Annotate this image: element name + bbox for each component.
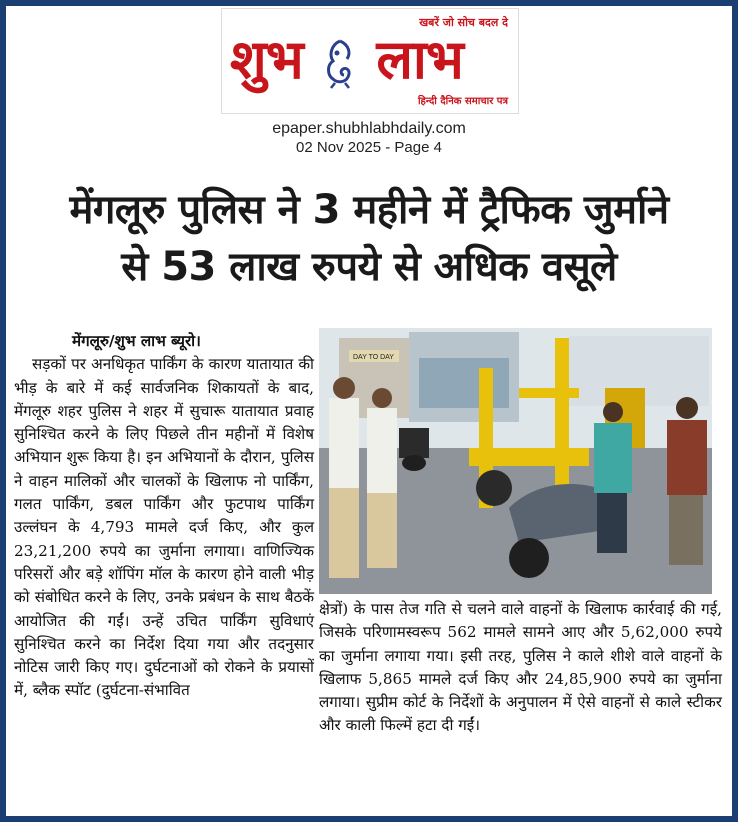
- headline-line-2: से 53 लाख रुपये से अधिक वसूले: [121, 244, 617, 290]
- article-body-right: क्षेत्रों) के पास तेज गति से चलने वाले वाहनों के खिलाफ कार्रवाई की गई, जिसके परिणामस्वरूप 562 मामले सामने आए और 5,62,000 रुपये का जुर्माना लगाया गया। इसी तरह, पुलिस ने काले शीशे वाले वाहनों के खिलाफ 5,865 मामले दर्ज किए और 24,85,900 रुपये का जुर्माना लगाया। सुप्रीम कोर्ट के निर्देशों के अनुपालन में ऐसे वाहनों से काले स्टीकर और काली फिल्में हटा दी गईं।: [319, 600, 722, 735]
- tow-vehicle-photo: [319, 328, 712, 594]
- news-photo: [319, 328, 712, 594]
- masthead: [221, 8, 519, 114]
- masthead-logo: [230, 25, 463, 95]
- article-headline: [14, 182, 724, 296]
- date-page: 02 Nov 2025 - Page 4: [296, 139, 442, 156]
- shop-sign-text: DAY TO DAY: [353, 354, 394, 361]
- masthead-subline: हिन्दी दैनिक समाचार पत्र: [417, 96, 508, 107]
- logo-left-word: शुभ: [230, 28, 303, 91]
- article-dateline: मेंगलूरु/शुभ लाभ ब्यूरो।: [72, 332, 201, 350]
- site-url: epaper.shubhlabhdaily.com: [272, 120, 466, 137]
- newspaper-page: [6, 6, 732, 816]
- article-column-left: [14, 330, 314, 703]
- headline-line-1: मेंगलूरु पुलिस ने 3 महीने में ट्रैफिक जुर्माने: [69, 187, 669, 233]
- article-column-right: [319, 598, 722, 738]
- article-body-left: सड़कों पर अनधिकृत पार्किंग के कारण यातायात की भीड़ के बारे में कई सार्वजनिक शिकायतों के बाद, मेंगलूरु शहर पुलिस ने शहर में सुचारू यातायात प्रवाह सुनिश्चित करने के लिए पिछले तीन महीनों में विशेष अभियान शुरू किया है। इन अभियानों के दौरान, पुलिस ने वाहन मालिकों और चालकों के खिलाफ नो पार्किंग, गलत पार्किंग, डबल पार्किंग और फुटपाथ पार्किंग उल्लंघन के 4,793 मामले दर्ज किए, और कुल 23,21,200 रुपये का जुर्माना लगाया। वाणिज्यिक परिसरों और बड़े शॉपिंग मॉल के कारण होने वाली भीड़ को संबोधित करने के लिए, उनके प्रबंधन के साथ बैठकें आयोजित की गईं। उन्हें उचित पार्किंग सुविधाएं सुनिश्चित करने का निर्देश दिया गया और तदनुसार नोटिस जारी किए गए। दुर्घटनाओं को रोकने के प्रयासों में, ब्लैक स्पॉट (दुर्घटना-संभावित: [14, 355, 314, 700]
- masthead-tagline: खबरें जो सोच बदल दे: [419, 16, 508, 29]
- ganesha-logo-icon: [321, 37, 359, 89]
- logo-right-word: लाभ: [376, 28, 463, 91]
